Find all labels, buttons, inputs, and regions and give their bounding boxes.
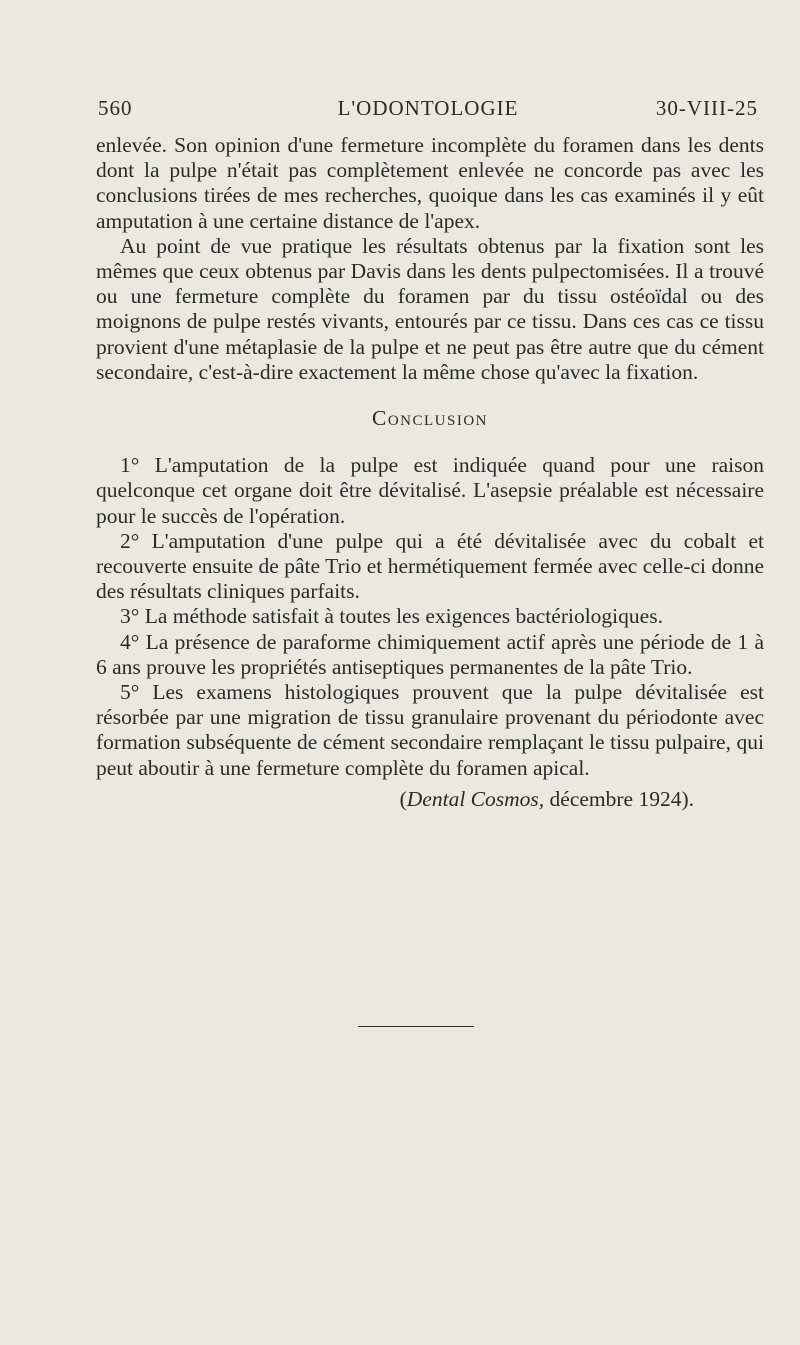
conclusion-item-1: 1° L'amputation de la pulpe est indiquée quand pour une raison quelconque cet organe doit être dévitalisé. L'asepsie préalable est nécessaire pour le succès de l'opération.: [96, 453, 764, 528]
citation-date: décembre 1924).: [549, 786, 694, 811]
citation: (Dental Cosmos, décembre 1924).: [399, 786, 694, 811]
section-heading-conclusion: Conclusion: [371, 406, 488, 431]
page-number: 560: [98, 96, 133, 120]
paragraph-practical: Au point de vue pratique les résultats obtenus par la fixation sont les mêmes que ceux obtenus par Davis dans les dents pulpectomisées. Il a trouvé ou une fermeture complète du foramen par du tissu ostéoïdal ou des moignons de pulpe restés vivants, entourés par ce tissu. Dans ces cas ce tissu provient d'une métaplasie de la pulpe et ne peut pas être autre que du cément secondaire, c'est-à-dire exactement la même chose qu'avec la fixation.: [96, 233, 764, 384]
running-head: [98, 96, 758, 126]
conclusion-item-5: 5° Les examens histologiques prouvent que la pulpe dévitalisée est résorbée par une migration de tissu granulaire provenant du périodonte avec formation subséquente de cément secondaire remplaçant le tissu pulpaire, qui peut aboutir à une fermeture complète du foramen apical.: [96, 680, 764, 780]
conclusion-item-4: 4° La présence de paraforme chimiquement actif après une période de 1 à 6 ans prouve les propriétés antiseptiques permanentes de la pâte Trio.: [96, 629, 764, 679]
issue-date: 30-VIII-25: [655, 96, 758, 120]
paragraph-continuation: enlevée. Son opinion d'une fermeture incomplète du foramen dans les dents dont la pulpe n'était pas complètement enlevée ne concorde pas avec les conclusions tirées de mes recherches, quoique dans les cas examinés il y eût amputation à une certaine distance de l'apex.: [96, 133, 764, 233]
citation-source: Dental Cosmos,: [406, 786, 545, 811]
conclusion-item-3: 3° La méthode satisfait à toutes les exigences bactériologiques.: [120, 604, 663, 629]
end-rule-divider: [358, 1026, 474, 1027]
body-text: [96, 133, 764, 812]
journal-title: L'ODONTOLOGIE: [337, 96, 519, 120]
conclusion-item-2: 2° L'amputation d'une pulpe qui a été dévitalisée avec du cobalt et recouverte ensuite de pâte Trio et hermétiquement fermée avec celle-ci donne des résultats cliniques parfaits.: [96, 528, 764, 604]
